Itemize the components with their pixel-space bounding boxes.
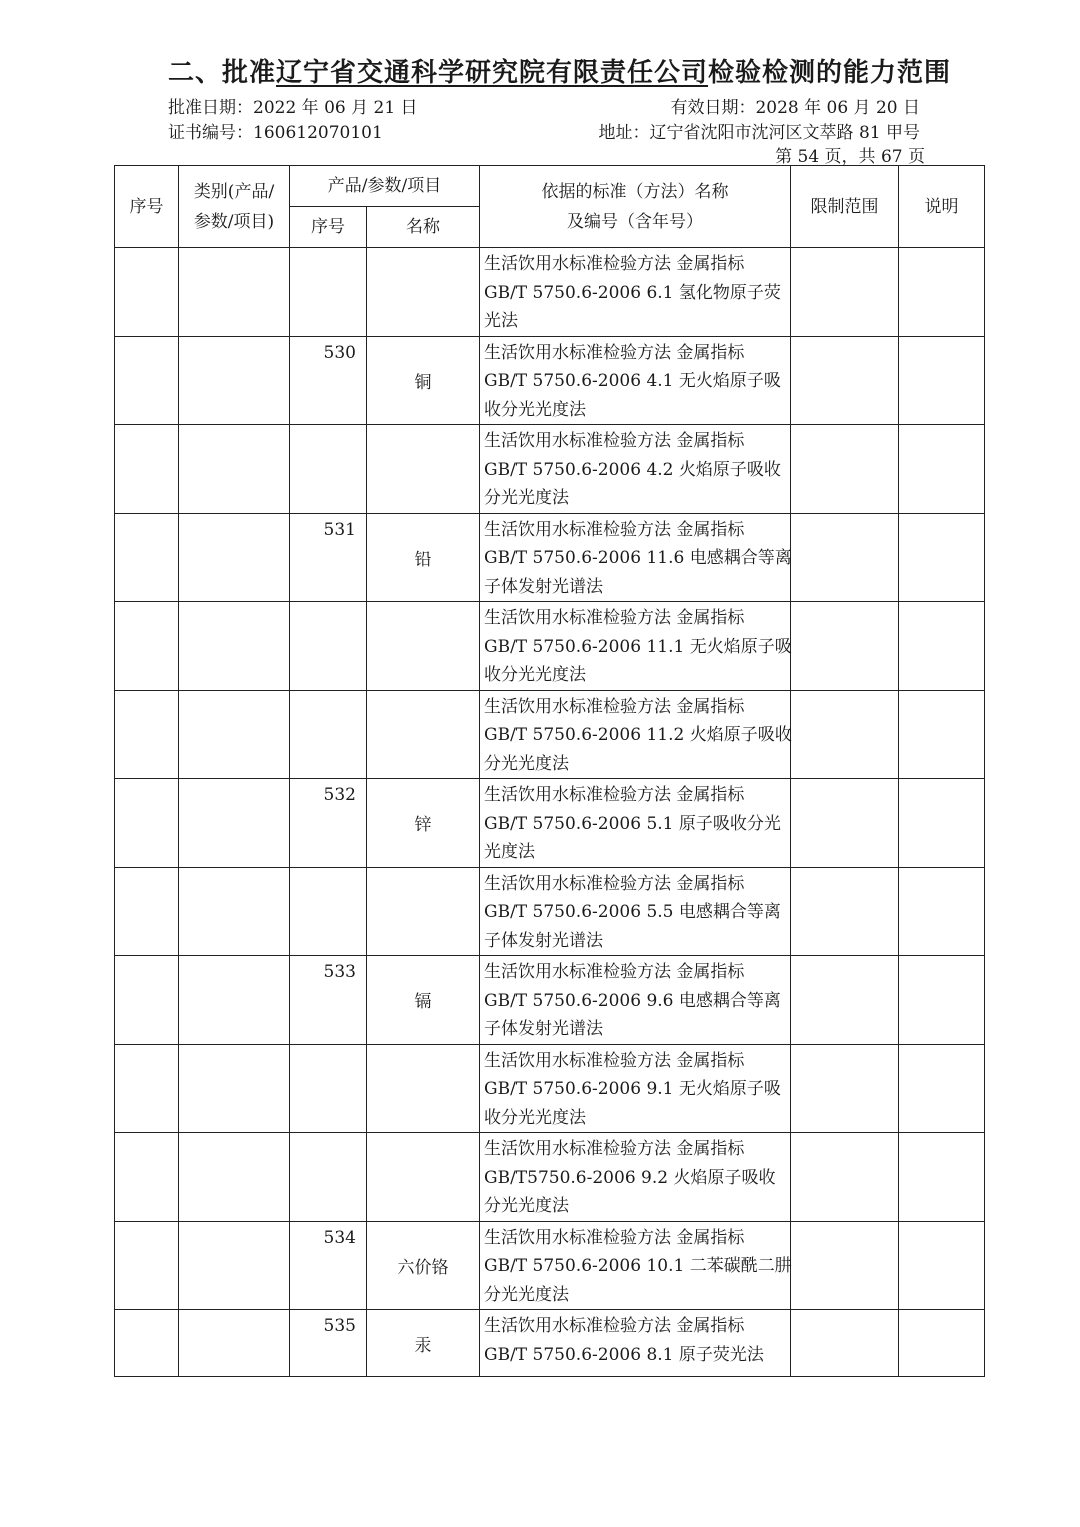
standard-line: GB/T 5750.6-2006 9.1 无火焰原子吸: [484, 1079, 781, 1099]
seq-cell: [115, 1133, 179, 1222]
header-standard: [480, 166, 791, 248]
item-number-cell: 532: [290, 779, 367, 868]
page-title: [168, 52, 951, 89]
item-number-cell: [290, 690, 367, 779]
item-number-cell: [290, 1044, 367, 1133]
category-cell: [179, 779, 290, 868]
title-prefix: 二、批准: [168, 58, 277, 88]
seq-cell: [115, 867, 179, 956]
seq-cell: [115, 779, 179, 868]
title-suffix: 检验检测的能力范围: [708, 58, 952, 88]
standard-cell: [480, 425, 791, 514]
category-cell: [179, 248, 290, 337]
item-number-cell: [290, 248, 367, 337]
note-cell: [899, 602, 985, 691]
table-row: [115, 513, 985, 602]
limit-cell: [791, 1221, 899, 1310]
table-row: [115, 867, 985, 956]
table-row: [115, 248, 985, 337]
note-cell: [899, 336, 985, 425]
standard-line: 生活饮用水标准检验方法 金属指标: [484, 1316, 745, 1336]
standard-line: GB/T5750.6-2006 9.2 火焰原子吸收: [484, 1167, 776, 1188]
table-row: [115, 1044, 985, 1133]
category-cell: [179, 956, 290, 1045]
page-info: 第 54 页，共 67 页: [775, 147, 925, 167]
header-category-line2: 参数/项目): [193, 211, 275, 232]
standard-line: 生活饮用水标准检验方法 金属指标: [484, 254, 745, 274]
standard-line: GB/T 5750.6-2006 6.1 氢化物原子荧: [484, 282, 781, 303]
valid-date: 有效日期：2028 年 06 月 20 日: [670, 98, 920, 118]
table-row: [115, 336, 985, 425]
category-cell: [179, 867, 290, 956]
header-limit: 限制范围: [791, 166, 899, 248]
standard-cell: [480, 336, 791, 425]
item-number-cell: 530: [290, 336, 367, 425]
table-row: [115, 1133, 985, 1222]
note-cell: [899, 1310, 985, 1377]
item-name-cell: [367, 602, 480, 691]
standard-cell: [480, 1310, 791, 1377]
seq-cell: [115, 513, 179, 602]
standard-cell: [480, 956, 791, 1045]
standard-line: 生活饮用水标准检验方法 金属指标: [484, 342, 745, 363]
table-row: [115, 1310, 985, 1377]
limit-cell: [791, 1133, 899, 1222]
note-cell: [899, 779, 985, 868]
standard-line: 生活饮用水标准检验方法 金属指标: [484, 696, 745, 717]
item-name-cell: 六价铬: [367, 1221, 480, 1310]
item-number-cell: 533: [290, 956, 367, 1045]
note-cell: [899, 1133, 985, 1222]
item-number-cell: 534: [290, 1221, 367, 1310]
header-standard-line1: 依据的标准（方法）名称: [541, 181, 729, 202]
standard-line: 生活饮用水标准检验方法 金属指标: [484, 1139, 745, 1159]
standard-line: 分光光度法: [484, 1196, 569, 1216]
limit-cell: [791, 1044, 899, 1133]
standard-line: GB/T 5750.6-2006 4.2 火焰原子吸收: [484, 459, 781, 480]
standard-line: 生活饮用水标准检验方法 金属指标: [484, 608, 745, 628]
category-cell: [179, 513, 290, 602]
note-cell: [899, 956, 985, 1045]
standard-cell: [480, 1044, 791, 1133]
table-row: [115, 602, 985, 691]
item-name-cell: 镉: [367, 956, 480, 1045]
item-name-cell: [367, 425, 480, 514]
standard-line: GB/T 5750.6-2006 11.1 无火焰原子吸: [484, 636, 792, 657]
standard-line: 光法: [484, 311, 518, 331]
item-name-cell: 铜: [367, 336, 480, 425]
note-cell: [899, 1044, 985, 1133]
seq-cell: [115, 1310, 179, 1377]
standard-cell: [480, 779, 791, 868]
table-row: [115, 690, 985, 779]
header-standard-line2: 及编号（含年号）: [567, 211, 703, 232]
seq-cell: [115, 690, 179, 779]
standard-line: 生活饮用水标准检验方法 金属指标: [484, 873, 745, 894]
item-name-cell: [367, 690, 480, 779]
limit-cell: [791, 425, 899, 514]
table-row: [115, 956, 985, 1045]
item-name-cell: 锌: [367, 779, 480, 868]
address: 地址：辽宁省沈阳市沈河区文萃路 81 甲号: [598, 123, 920, 143]
approval-date: 批准日期：2022 年 06 月 21 日: [168, 98, 418, 118]
standard-line: GB/T 5750.6-2006 9.6 电感耦合等离: [484, 990, 781, 1011]
standard-line: 分光光度法: [484, 1284, 569, 1305]
note-cell: [899, 425, 985, 514]
standard-cell: [480, 867, 791, 956]
standard-line: GB/T 5750.6-2006 8.1 原子荧光法: [484, 1344, 764, 1365]
category-cell: [179, 1221, 290, 1310]
header-sub-seq: 序号: [290, 207, 367, 248]
seq-cell: [115, 336, 179, 425]
standard-cell: [480, 1221, 791, 1310]
category-cell: [179, 425, 290, 514]
standard-line: 分光光度法: [484, 488, 569, 508]
limit-cell: [791, 248, 899, 337]
category-cell: [179, 336, 290, 425]
standard-line: 分光光度法: [484, 753, 569, 774]
standard-line: 子体发射光谱法: [484, 1019, 603, 1039]
limit-cell: [791, 867, 899, 956]
item-name-cell: [367, 248, 480, 337]
limit-cell: [791, 336, 899, 425]
seq-cell: [115, 602, 179, 691]
category-cell: [179, 1133, 290, 1222]
header-note: 说明: [899, 166, 985, 248]
seq-cell: [115, 248, 179, 337]
standard-line: 生活饮用水标准检验方法 金属指标: [484, 1050, 745, 1071]
item-name-cell: [367, 1044, 480, 1133]
standard-line: 收分光光度法: [484, 1107, 586, 1128]
item-number-cell: [290, 602, 367, 691]
certificate-number: 证书编号：160612070101: [168, 123, 383, 143]
table-row: [115, 779, 985, 868]
seq-cell: [115, 956, 179, 1045]
capability-table: [114, 165, 985, 1377]
seq-cell: [115, 425, 179, 514]
limit-cell: [791, 602, 899, 691]
standard-cell: [480, 690, 791, 779]
standard-line: GB/T 5750.6-2006 11.2 火焰原子吸收: [484, 725, 792, 745]
standard-line: 子体发射光谱法: [484, 930, 603, 951]
standard-cell: [480, 1133, 791, 1222]
standard-line: GB/T 5750.6-2006 5.5 电感耦合等离: [484, 902, 781, 922]
item-name-cell: [367, 867, 480, 956]
standard-cell: [480, 248, 791, 337]
standard-line: GB/T 5750.6-2006 11.6 电感耦合等离: [484, 548, 792, 568]
standard-line: 收分光光度法: [484, 665, 586, 685]
table-row: [115, 425, 985, 514]
item-name-cell: [367, 1133, 480, 1222]
limit-cell: [791, 779, 899, 868]
header-sub-name: 名称: [367, 207, 480, 248]
limit-cell: [791, 690, 899, 779]
standard-line: 生活饮用水标准检验方法 金属指标: [484, 1227, 745, 1248]
seq-cell: [115, 1044, 179, 1133]
standard-line: 生活饮用水标准检验方法 金属指标: [484, 519, 745, 540]
item-number-cell: [290, 867, 367, 956]
item-number-cell: 535: [290, 1310, 367, 1377]
header-category-line1: 类别(产品/: [193, 181, 275, 202]
category-cell: [179, 1044, 290, 1133]
limit-cell: [791, 956, 899, 1045]
note-cell: [899, 1221, 985, 1310]
limit-cell: [791, 513, 899, 602]
table-row: [115, 1221, 985, 1310]
header-seq: 序号: [115, 166, 179, 248]
note-cell: [899, 867, 985, 956]
limit-cell: [791, 1310, 899, 1377]
standard-line: 子体发射光谱法: [484, 576, 603, 597]
category-cell: [179, 1310, 290, 1377]
category-cell: [179, 690, 290, 779]
standard-cell: [480, 513, 791, 602]
note-cell: [899, 513, 985, 602]
standard-line: 生活饮用水标准检验方法 金属指标: [484, 431, 745, 451]
title-organization: 辽宁省交通科学研究院有限责任公司: [276, 58, 709, 88]
note-cell: [899, 248, 985, 337]
item-number-cell: [290, 1133, 367, 1222]
item-number-cell: 531: [290, 513, 367, 602]
note-cell: [899, 690, 985, 779]
standard-line: 收分光光度法: [484, 399, 586, 420]
item-number-cell: [290, 425, 367, 514]
standard-line: 生活饮用水标准检验方法 金属指标: [484, 962, 745, 982]
standard-line: GB/T 5750.6-2006 4.1 无火焰原子吸: [484, 371, 781, 391]
standard-line: GB/T 5750.6-2006 10.1 二苯碳酰二肼: [484, 1256, 792, 1276]
standard-line: 光度法: [484, 842, 535, 862]
standard-line: 生活饮用水标准检验方法 金属指标: [484, 785, 745, 805]
header-product-group: 产品/参数/项目: [290, 166, 480, 207]
item-name-cell: 铅: [367, 513, 480, 602]
standard-line: GB/T 5750.6-2006 5.1 原子吸收分光: [484, 813, 781, 834]
item-name-cell: 汞: [367, 1310, 480, 1377]
seq-cell: [115, 1221, 179, 1310]
standard-cell: [480, 602, 791, 691]
category-cell: [179, 602, 290, 691]
header-category: [179, 166, 290, 248]
